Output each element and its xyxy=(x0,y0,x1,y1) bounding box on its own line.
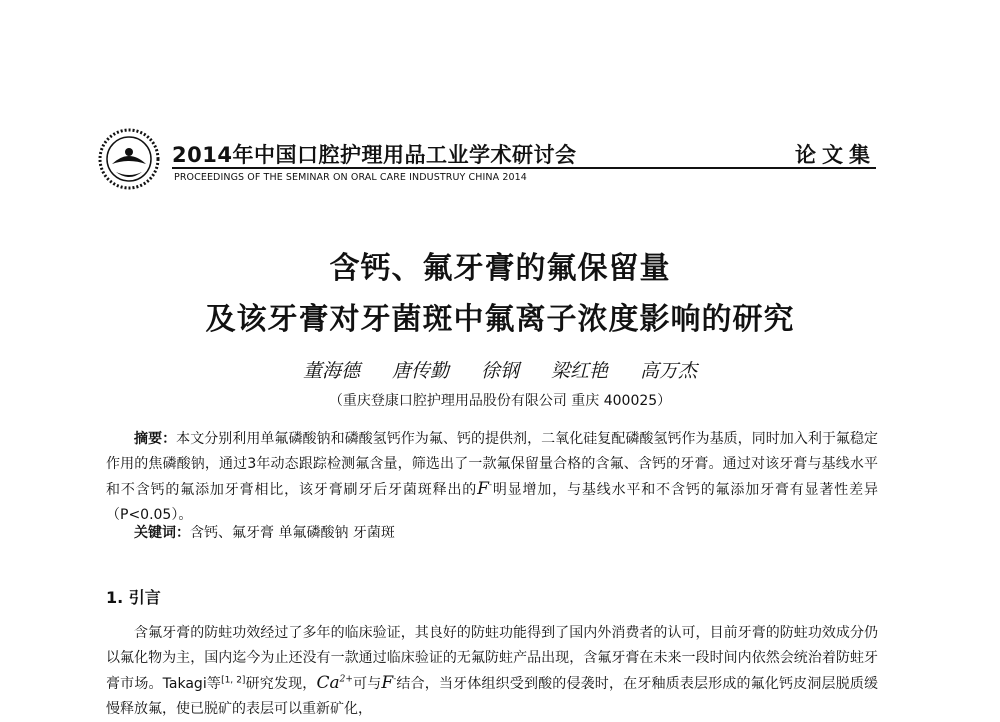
author: 梁红艳 xyxy=(551,360,609,382)
abstract xyxy=(106,427,878,528)
intro-text: 可与 xyxy=(352,676,382,692)
author: 唐传勤 xyxy=(391,360,449,382)
abstract-label: 摘要： xyxy=(134,431,177,447)
section-heading: 1. 引言 xyxy=(106,588,161,607)
intro-text: 含氟牙膏的防蛀功效经过了多年的临床验证，其良好的防蛀功能得到了国内外消费者的认可，目前牙膏的防蛀功效成分仍以氟化物为主，国内迄今为止还没有一款通过临床验证的无氟防蛀产品出现，含氟牙膏在未来一段时间内依然会统治着防蛀牙膏市场。Takagi等 xyxy=(106,625,878,692)
calcium-symbol: $Ca^{2+}$ xyxy=(316,673,353,693)
abstract-text-end: 明显增加，与基线水平和不含钙的氟添加牙膏有显著性差异（P<0.05）。 xyxy=(106,482,878,523)
keywords-text: 含钙、氟牙膏 单氟磷酸钠 牙菌斑 xyxy=(190,525,395,541)
seminar-logo xyxy=(98,128,160,190)
affiliation: （重庆登康口腔护理用品股份有限公司 重庆 400025） xyxy=(328,393,672,409)
intro-paragraph xyxy=(106,621,878,722)
abstract-text: 本文分别利用单氟磷酸钠和磷酸氢钙作为氟、钙的提供剂，二氧化硅复配磷酸氢钙作为基质，同时加入利于氟稳定作用的焦磷酸钠，通过3年动态跟踪检测氟含量，筛选出了一款氟保留量合格的含氟、含钙的牙膏。通过对该牙膏与基线水平和不含钙的氟添加牙膏相比，该牙膏刷牙后牙菌斑释出的 xyxy=(106,431,879,498)
author: 徐钢 xyxy=(480,360,519,382)
paper-title-line2: 及该牙膏对牙菌斑中氟离子浓度影响的研究 xyxy=(205,302,795,337)
fluoride-symbol: F- xyxy=(381,673,397,693)
fluoride-symbol: F- xyxy=(477,479,492,499)
header-rule xyxy=(172,167,876,169)
intro-text: 结合，当牙体组织受到酸的侵袭时，在牙釉质表层形成的氟化钙皮洞层脱质缓慢释放氟，使已脱矿的表层可以重新矿化， xyxy=(106,676,879,717)
citation-ref: [1, 2] xyxy=(221,675,246,686)
keywords-label: 关键词： xyxy=(134,525,190,541)
keywords xyxy=(134,522,395,542)
seminar-title: 2014年中国口腔护理用品工业学术研讨会 xyxy=(172,143,577,167)
collection-label: 论文集 xyxy=(795,142,876,167)
intro-text: 研究发现， xyxy=(245,676,317,692)
paper-title-line1: 含钙、氟牙膏的氟保留量 xyxy=(329,251,671,286)
author: 高万杰 xyxy=(640,360,698,382)
author: 董海德 xyxy=(302,360,360,382)
seminar-subtitle: PROCEEDINGS OF THE SEMINAR ON ORAL CARE INDUSTRUY CHINA 2014 xyxy=(174,172,527,183)
author-list xyxy=(0,356,1000,383)
